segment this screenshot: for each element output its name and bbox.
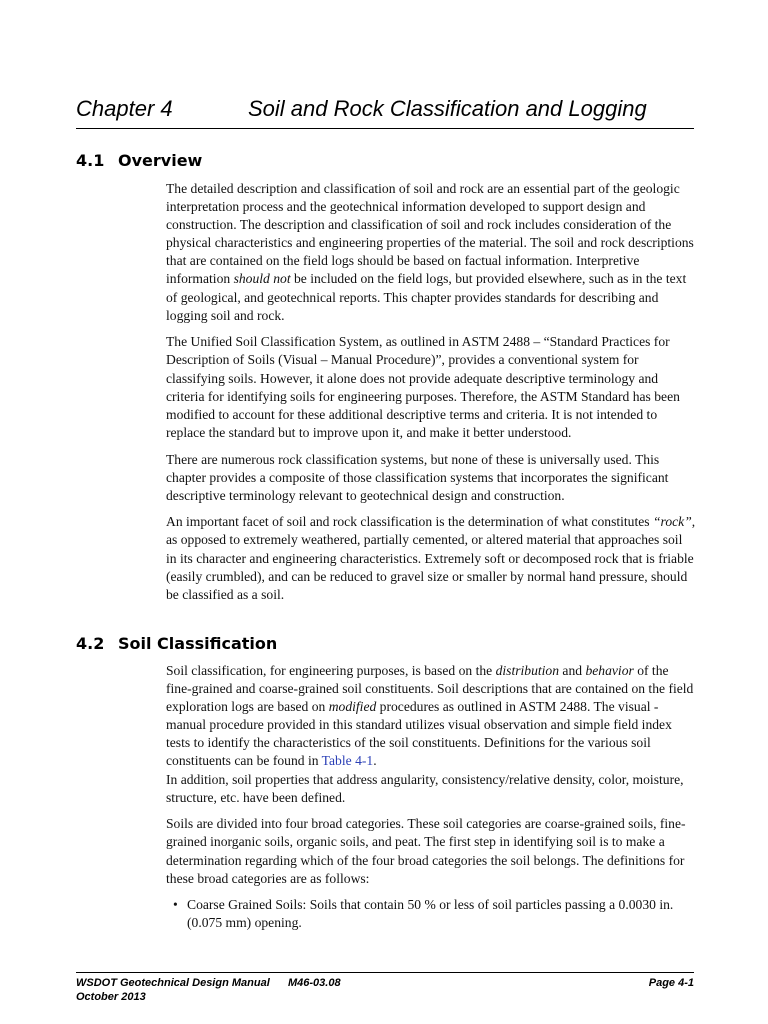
footer-page-number: Page 4-1 [648,977,694,989]
chapter-title: Soil and Rock Classification and Logging [248,96,647,121]
footer-doc-number: M46-03.08 [288,977,341,989]
chapter-rule [76,128,694,129]
section-title: Overview [118,151,203,170]
text-run: be included on the field logs, but provided elsewhere, such as in the text of geological, and geotechnical reports. This chapter provides standards for describing and logging soil and rock. [166,271,687,323]
footer-left [76,976,341,1004]
paragraph: The Unified Soil Classification System, as outlined in ASTM 2488 – “Standard Practices for Description of Soils (Visual – Manual Procedure)”, provides a conventional system for classifying soils. However, it alone does not provide adequate descriptive terminology and criteria for identifying soils for engineering purposes. Therefore, the ASTM Standard has been modified to account for these additional descriptive terms and criteria. It is not intended to replace the standard but to improve upon it, and make it better understood. [166,334,680,440]
text-run: In addition, soil properties that address angularity, consistency/relative density, color, moisture, structure, etc. have been defined. [166,771,684,805]
footer-rule [76,972,694,973]
section-heading-overview [76,151,202,170]
table-link[interactable]: Table 4-1 [321,753,374,769]
section-body-overview [166,180,696,612]
list-item [166,896,696,932]
emphasis-text: behavior [585,663,634,678]
text-run: and [559,663,586,678]
emphasis-text: should not [233,271,291,287]
section-body-soil-classification [166,662,696,933]
text-run: Soil classification, for engineering purposes, is based on the [166,663,496,678]
footer-date: October 2013 [76,991,146,1003]
bullet-list [166,896,696,932]
text-run: An important facet of soil and rock classification is the determination of what constitutes [166,514,653,530]
emphasis-text: modified [328,699,377,715]
text-run: . [373,753,377,769]
paragraph: There are numerous rock classification systems, but none of these is universally used. This chapter provides a composite of those classification systems that incorporates the significant descriptive terminology relevant to geotechnical design and construction. [166,451,669,503]
paragraph: Soils are divided into four broad categories. These soil categories are coarse-grained soils, fine-grained inorganic soils, organic soils, and peat. The first step in identifying soil is to make a determination regarding which of the four broad categories the soil belongs. The definitions for these broad categories are as follows: [166,816,686,886]
section-title: Soil Classification [118,634,278,653]
footer-manual-title: WSDOT Geotechnical Design Manual [76,977,270,989]
emphasis-text: distribution [495,663,560,678]
bullet-icon: • [173,897,178,913]
section-heading-soil-classification [76,634,277,653]
paragraph [166,513,696,603]
list-item-text: Coarse Grained Soils: Soils that contain 50 % or less of soil particles passing a 0.0030 in. (0.075 mm) opening. [187,897,674,931]
text-run: of the fine-grained and coarse-grained soil constituents. Soil descriptions that are contained on the field exploration logs are based on [166,663,694,715]
section-number: 4.2 [76,634,105,653]
text-run: The detailed description and classification of soil and rock are an essential part of the geologic interpretation process and the geotechnical information developed to support design and construction. The description and classification of soil and rock includes consideration of the physical characteristics and engineering properties of the material. The soil and rock descriptions that are contained on the field logs should be based on factual information. Interpretive information [166,181,694,287]
emphasis-text: “rock” [652,514,692,530]
section-number: 4.1 [76,151,105,170]
paragraph [166,662,696,807]
paragraph [166,180,696,325]
chapter-number: Chapter 4 [76,96,173,121]
text-run: , as opposed to extremely weathered, partially cemented, or altered material that approaches soil in its character and engineering characteristics. Extremely soft or decomposed rock that is friable (easily crumbled), and can be reduced to gravel size or smaller by normal hand pressure, should be classified as a soil. [166,514,696,602]
text-run: procedures as outlined in ASTM 2488. The visual - manual procedure provided in this standard utilizes visual observation and simple field index tests to identify the characteristics of the soil constituents. Definitions for the various soil constituents can be found in [166,699,672,769]
